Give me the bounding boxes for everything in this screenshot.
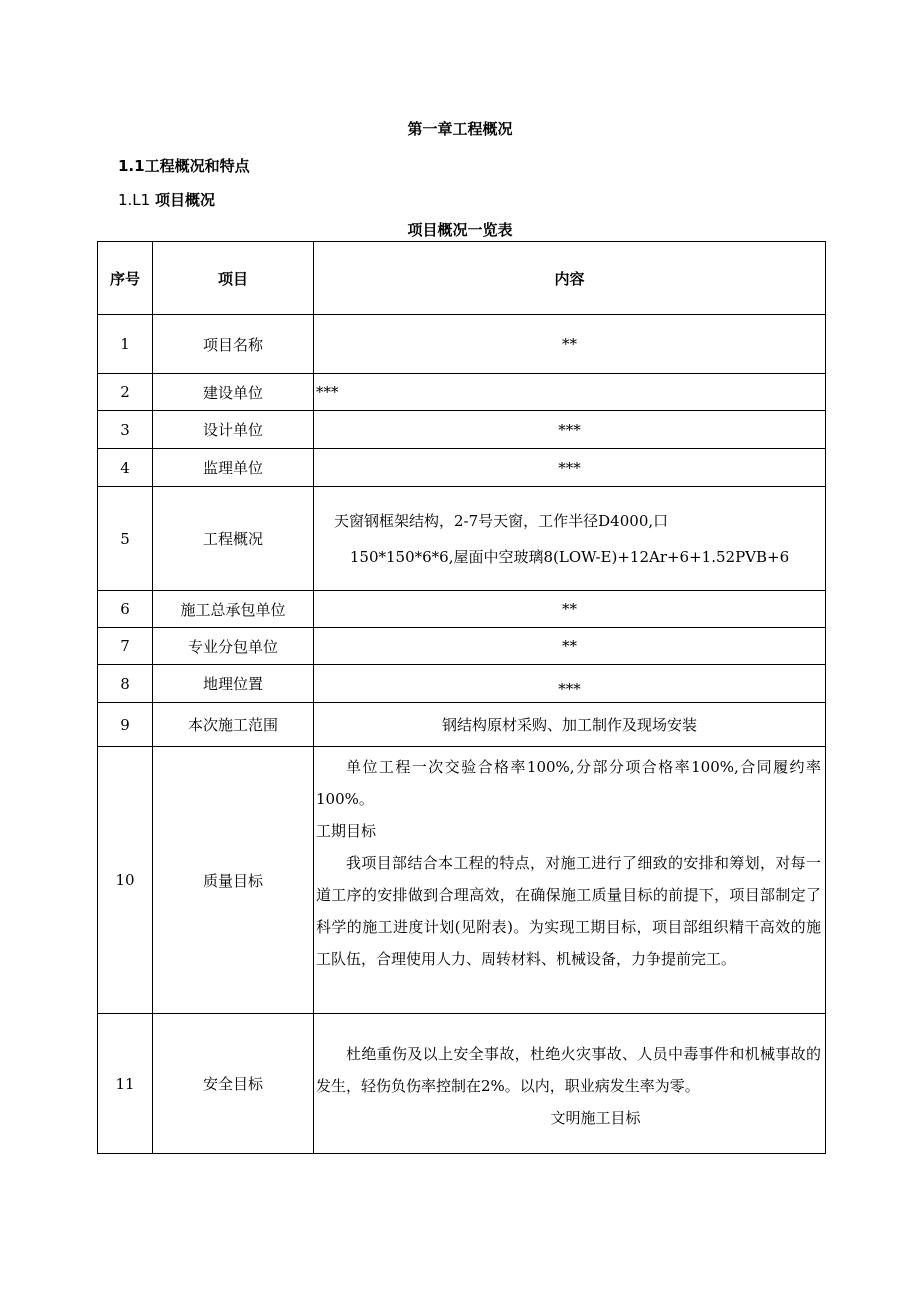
- row-item: 本次施工范围: [153, 703, 314, 747]
- safety-goal-text: 杜绝重伤及以上安全事故，杜绝火灾事故、人员中毒事件和机械事故的发生，轻伤负伤率控制在2%。以内，职业病发生率为零。: [316, 1045, 821, 1095]
- row-index: 10: [98, 747, 153, 1014]
- table-row: [98, 628, 826, 665]
- row-index: 1: [98, 315, 153, 374]
- row-item: 建设单位: [153, 374, 314, 411]
- subsection-number: 1.L1: [118, 191, 151, 209]
- project-overview-line2: 150*150*6*6,屋面中空玻璃8(LOW-E)+12Ar+6+1.52PVB+6: [349, 547, 790, 566]
- row-item: 监理单位: [153, 449, 314, 487]
- row-item: 安全目标: [153, 1014, 314, 1154]
- row-item: 设计单位: [153, 411, 314, 449]
- header-index: 序号: [98, 242, 153, 315]
- table-row: [98, 315, 826, 374]
- table-row: [98, 665, 826, 703]
- header-item: 项目: [153, 242, 314, 315]
- schedule-goal-text: 我项目部结合本工程的特点，对施工进行了细致的安排和筹划，对每一道工序的安排做到合理高效，在确保施工质量目标的前提下，项目部制定了科学的施工进度计划(见附表)。为实现工期目标，项目部组织精干高效的施工队伍，合理使用人力、周转材料、机械设备，力争提前完工。: [316, 854, 821, 968]
- header-content: 内容: [314, 242, 826, 315]
- row-content: **: [314, 628, 826, 665]
- subsection-title: [118, 189, 215, 210]
- row-content: [314, 1014, 826, 1154]
- table-caption: 项目概况一览表: [407, 221, 513, 239]
- table-row: [98, 703, 826, 747]
- row-index: 2: [98, 374, 153, 411]
- row-item: 工程概况: [153, 487, 314, 591]
- row-content: ***: [314, 449, 826, 487]
- table-row: [98, 591, 826, 628]
- row-content: **: [314, 591, 826, 628]
- row-item: 地理位置: [153, 665, 314, 703]
- table-row: [98, 374, 826, 411]
- row-index: 9: [98, 703, 153, 747]
- table-row: [98, 487, 826, 591]
- row-index: 8: [98, 665, 153, 703]
- table-row: [98, 449, 826, 487]
- row-item: 施工总承包单位: [153, 591, 314, 628]
- table-row: [98, 411, 826, 449]
- row-content: ***: [314, 374, 826, 411]
- table-row: [98, 1014, 826, 1154]
- quality-goal-text: 单位工程一次交验合格率100%,分部分项合格率100%,合同履约率100%。: [316, 758, 821, 808]
- row-content: **: [314, 315, 826, 374]
- row-item: 项目名称: [153, 315, 314, 374]
- row-index: 11: [98, 1014, 153, 1154]
- row-content: 钢结构原材采购、加工制作及现场安装: [314, 703, 826, 747]
- civil-construction-heading: 文明施工目标: [550, 1109, 641, 1127]
- table-row: [98, 747, 826, 1014]
- project-overview-table: [97, 241, 826, 1154]
- row-index: 4: [98, 449, 153, 487]
- quality-goal-block: [314, 747, 825, 1013]
- table-header-row: [98, 242, 826, 315]
- row-content: ***: [314, 665, 826, 703]
- row-content: [314, 487, 826, 591]
- subsection-text: 项目概况: [155, 191, 216, 209]
- project-overview-line1: 天窗钢框架结构，2-7号天窗，工作半径D4000,口: [334, 511, 669, 530]
- safety-goal-block: [314, 1014, 825, 1134]
- row-index: 5: [98, 487, 153, 591]
- chapter-title: 第一章工程概况: [407, 120, 513, 138]
- row-index: 7: [98, 628, 153, 665]
- section-title: 1.1工程概况和特点: [118, 157, 250, 175]
- schedule-goal-heading: 工期目标: [316, 822, 377, 840]
- row-item: 专业分包单位: [153, 628, 314, 665]
- row-item: 质量目标: [153, 747, 314, 1014]
- row-content: [314, 747, 826, 1014]
- row-content: ***: [314, 411, 826, 449]
- row-index: 3: [98, 411, 153, 449]
- row-index: 6: [98, 591, 153, 628]
